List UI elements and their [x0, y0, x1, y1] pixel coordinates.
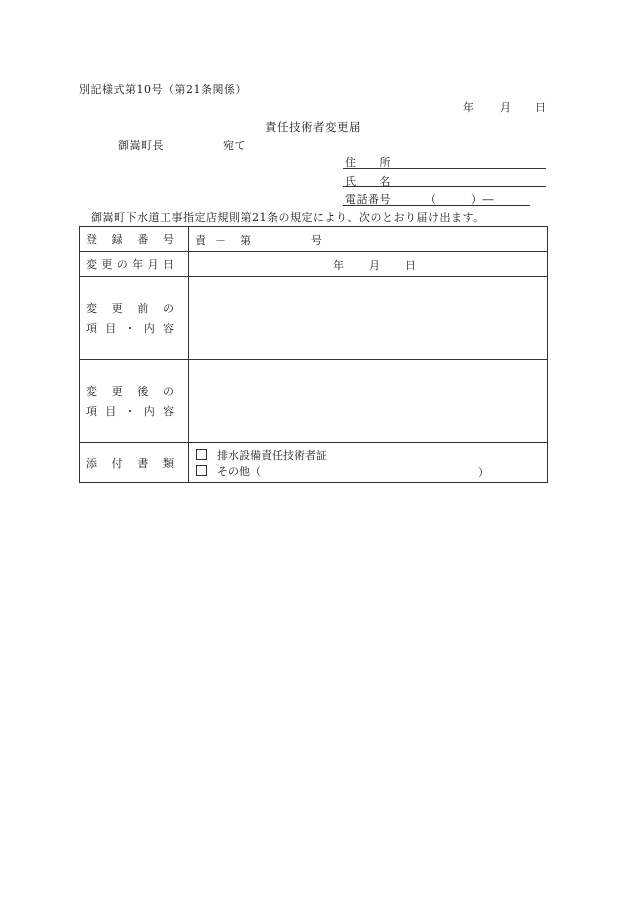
before-content[interactable]	[189, 277, 548, 360]
header-day: 日	[535, 101, 547, 114]
address-label: 住 所	[345, 156, 391, 169]
phone-label: 電話番号	[345, 193, 391, 206]
header-year: 年	[463, 101, 475, 114]
table-row	[80, 360, 548, 443]
reg-no-dash: －	[215, 234, 226, 247]
form-reference: 別記様式第10号（第21条関係）	[79, 83, 247, 96]
table-row	[80, 252, 548, 277]
change-date-month: 月	[369, 259, 380, 272]
header-month: 月	[500, 101, 512, 114]
attachment-other-close: ）	[478, 465, 489, 479]
reg-no-label: 登 録 番 号	[80, 227, 189, 252]
name-label: 氏 名	[345, 175, 391, 188]
attachment-item	[196, 463, 547, 479]
change-date-label: 変 更 の 年 月 日	[80, 252, 189, 277]
change-form-table	[79, 226, 548, 483]
checkbox-other[interactable]	[196, 465, 207, 476]
table-row	[80, 227, 548, 252]
checkbox-certificate[interactable]	[196, 449, 207, 460]
intro-text: 御嵩町下水道工事指定店規則第21条の規定により、次のとおり届け出ます。	[91, 211, 485, 224]
reg-no-go: 号	[311, 234, 322, 247]
reg-no-value[interactable]	[189, 227, 548, 252]
change-date-value[interactable]	[189, 252, 548, 277]
table-row	[80, 277, 548, 360]
attachments-label: 添 付 書 類	[80, 443, 189, 483]
attachment-certificate-label: 排水設備責任技術者証	[217, 448, 327, 462]
addressee-name: 御嵩町長	[118, 139, 164, 152]
attachment-other-label: その他（	[217, 464, 261, 478]
phone-field[interactable]	[343, 205, 530, 206]
phone-format: （ ）―	[425, 193, 494, 206]
addressee-suffix: 宛て	[223, 139, 246, 152]
after-label: 変 更 後 の 項 目 ・ 内 容	[80, 360, 189, 443]
attachments-content	[189, 443, 548, 483]
table-row	[80, 443, 548, 483]
reg-no-prefix: 責	[195, 234, 206, 247]
reg-no-dai: 第	[240, 234, 251, 247]
name-field[interactable]	[343, 186, 546, 187]
before-label: 変 更 前 の 項 目 ・ 内 容	[80, 277, 189, 360]
change-date-year: 年	[333, 259, 344, 272]
document-title: 責任技術者変更届	[265, 120, 361, 134]
change-date-day: 日	[405, 259, 416, 272]
after-content[interactable]	[189, 360, 548, 443]
attachment-item	[196, 447, 547, 463]
address-field[interactable]	[343, 168, 546, 169]
